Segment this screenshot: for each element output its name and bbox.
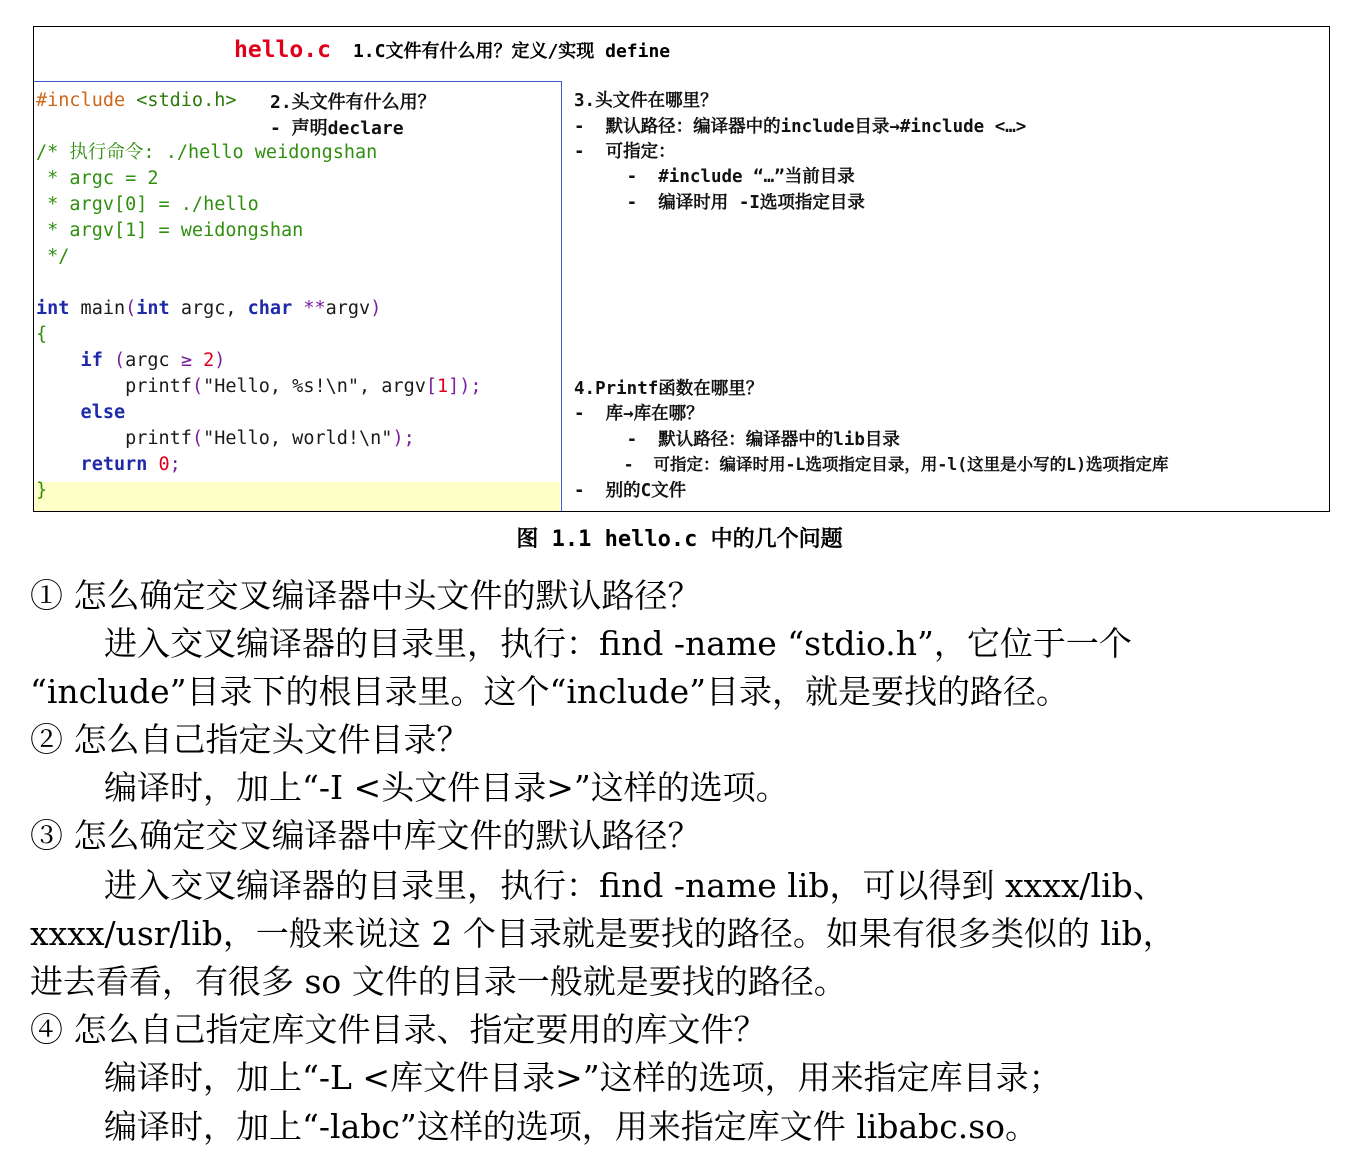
- code-token: */: [36, 246, 70, 267]
- code-token: ): [370, 298, 382, 319]
- code-token: (: [102, 350, 126, 371]
- note-q3-line: - #include “…”当前目录: [574, 167, 855, 187]
- code-token: main: [69, 298, 126, 319]
- answer-text: 编译时，加上“-labc”这样的选项，用来指定库文件 libabc.so。: [104, 1107, 1039, 1146]
- code-token: );: [392, 428, 415, 449]
- code-line: [36, 192, 259, 218]
- code-token: "Hello, %s!\n": [203, 376, 360, 397]
- note-q3-line: 3.头文件在哪里？: [574, 91, 718, 111]
- code-token: "Hello, world!\n": [203, 428, 393, 449]
- code-token: if: [36, 350, 103, 371]
- code-token: argv: [325, 298, 371, 319]
- code-line: [36, 400, 125, 426]
- code-token: {: [36, 324, 48, 345]
- answer-text: “include”目录下的根目录里。这个“include”目录，就是要找的路径。: [30, 672, 1069, 711]
- code-token: * argc = 2: [36, 168, 159, 189]
- code-token: argc,: [169, 298, 248, 319]
- note-q3-line: - 编译时用 -I选项指定目录: [574, 193, 865, 213]
- code-token: 1: [436, 376, 449, 397]
- code-token: argc: [125, 350, 181, 371]
- code-token: int: [136, 298, 170, 319]
- code-panel: [34, 81, 562, 511]
- code-token: else: [36, 402, 126, 423]
- question-heading: ④ 怎么自己指定库文件目录、指定要用的库文件？: [30, 1010, 767, 1049]
- answer-text: 进入交叉编译器的目录里，执行：find -name lib，可以得到 xxxx/lib、: [104, 866, 1166, 905]
- code-token: 2: [191, 350, 215, 371]
- note-q4-line: - 可指定：编译时用-L选项指定目录，用-l(这里是小写的L)选项指定库: [574, 455, 1169, 474]
- code-token: return: [36, 454, 148, 475]
- answer-text: 进去看看，有很多 so 文件的目录一般就是要找的路径。: [30, 962, 847, 1001]
- code-token: int: [36, 298, 70, 319]
- code-line: [36, 322, 47, 348]
- code-line: [36, 244, 69, 270]
- code-line: [36, 374, 482, 400]
- question-2-answer: - 声明declare: [270, 118, 404, 139]
- code-line: [36, 218, 303, 244]
- code-token: ): [214, 350, 226, 371]
- code-token: printf: [36, 428, 192, 449]
- code-line: [36, 452, 181, 478]
- answer-text: 编译时，加上“-I <头文件目录>”这样的选项。: [104, 768, 789, 807]
- note-q3-line: - 默认路径：编译器中的include目录→#include <…>: [574, 117, 1027, 137]
- question-heading: ② 怎么自己指定头文件目录？: [30, 720, 470, 759]
- code-token: [: [425, 376, 437, 397]
- note-q4-line: - 别的C文件: [574, 481, 687, 501]
- code-token: /* 执行命令: ./hello weidongshan: [36, 142, 378, 163]
- code-token: 0: [147, 454, 170, 475]
- note-q4-line: - 库→库在哪？: [574, 404, 704, 424]
- code-token: char: [247, 298, 293, 319]
- code-line: [36, 348, 225, 374]
- answer-text: 编译时，加上“-L <库文件目录>”这样的选项，用来指定库目录；: [104, 1058, 1062, 1097]
- code-token: ]);: [448, 376, 482, 397]
- note-q3-line: - 可指定：: [574, 142, 676, 162]
- code-token: **: [292, 298, 326, 319]
- note-q4-line: 4.Printf函数在哪里？: [574, 379, 764, 399]
- code-line: [36, 478, 47, 504]
- code-line: [36, 88, 237, 114]
- code-token: , argv: [359, 376, 426, 397]
- answer-text: xxxx/usr/lib，一般来说这 2 个目录就是要找的路径。如果有很多类似的 lib，: [30, 914, 1176, 953]
- figure-hello-c: [33, 26, 1330, 512]
- code-line: [36, 296, 381, 322]
- code-token: }: [36, 480, 48, 501]
- code-token: ;: [169, 454, 181, 475]
- note-q4-line: - 默认路径：编译器中的lib目录: [574, 430, 900, 450]
- figure-filename: hello.c: [234, 37, 331, 63]
- question-heading: ① 怎么确定交叉编译器中头文件的默认路径？: [30, 576, 701, 615]
- code-token: #include: [36, 90, 126, 111]
- code-line: [36, 140, 377, 166]
- figure-header: [234, 37, 670, 69]
- answer-text: 进入交叉编译器的目录里，执行：find -name “stdio.h”，它位于一个: [104, 624, 1132, 663]
- question-heading: ③ 怎么确定交叉编译器中库文件的默认路径？: [30, 816, 701, 855]
- question-2-label: 2.头文件有什么用？: [270, 92, 436, 113]
- code-token: printf: [36, 376, 192, 397]
- figure-caption: 图 1.1 hello.c 中的几个问题: [516, 527, 843, 552]
- code-line: [36, 426, 415, 452]
- code-token: * argv[1] = weidongshan: [36, 220, 304, 241]
- code-token: (: [191, 428, 204, 449]
- code-line: [36, 166, 159, 192]
- question-1-label: 1.C文件有什么用？定义/实现 define: [352, 41, 671, 62]
- current-line-highlight: [34, 482, 560, 511]
- code-token: (: [191, 376, 204, 397]
- code-token: (: [125, 298, 137, 319]
- code-token: ≥: [180, 350, 192, 371]
- code-token: * argv[0] = ./hello: [36, 194, 259, 215]
- code-token: <stdio.h>: [125, 90, 237, 111]
